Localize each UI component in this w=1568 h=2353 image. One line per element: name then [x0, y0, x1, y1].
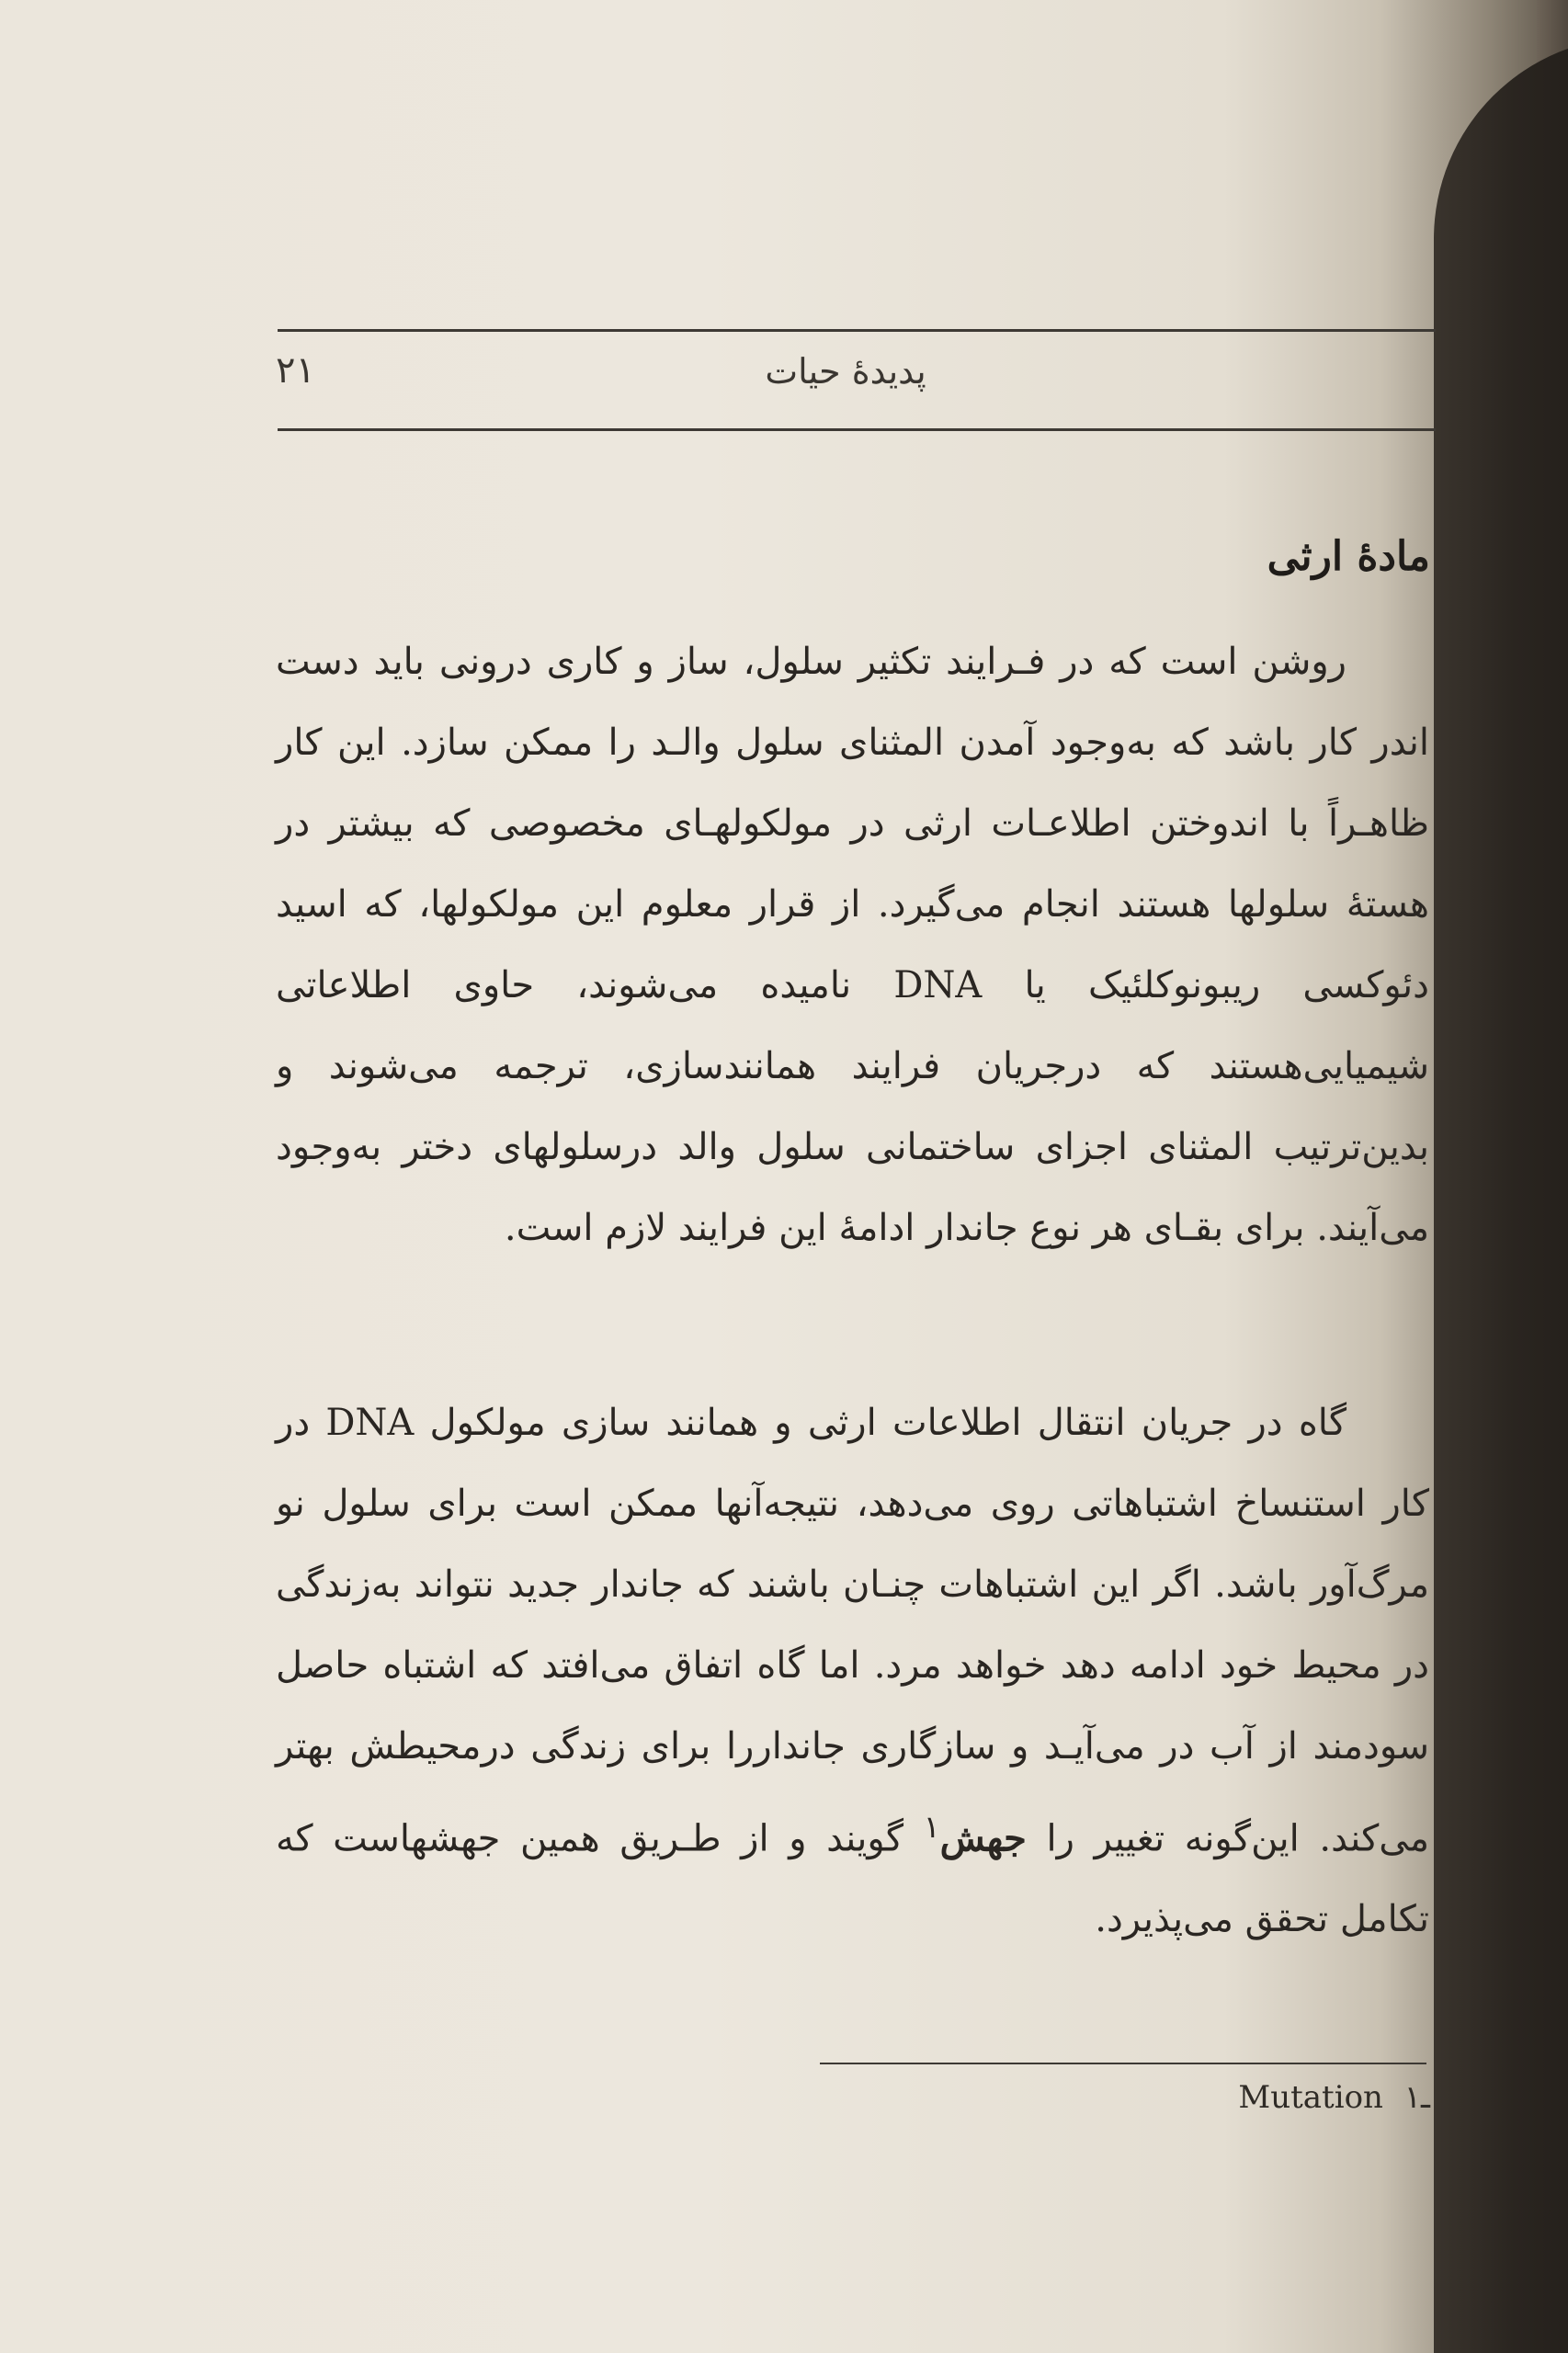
paragraph-2-text [276, 1382, 1429, 1960]
next-page-shadow [1434, 37, 1568, 2353]
footnote-marker: ۱ [923, 1809, 940, 1845]
footnote [1238, 2079, 1430, 2116]
paragraph-1-text: روشن است که در فـرایند تکثیر سلول، ساز و کاری درونی باید دست اندر کار باشد که به‌وجود آمدن المثنای سلول والـد را ممکن سازد. این کار ظاهـراً با اندوختن اطلاعـات ارثی در مولکولهـای مخصوصی که بیشتر در هستهٔ سلولها هستند انجام می‌گیرد. از قرار معلوم این مولکولها، که اسید دئوکسی ریبونوکلئیک یا DNA نامیده می‌شوند، حاوی اطلاعاتی شیمیایی‌هستند که درجریان فرایند همانند‌سازی، ترجمه می‌شوند و بدین‌ترتیب المثنای اجزای ساختمانی سلول والد درسلولهای دختر به‌وجود می‌آیند. برای بقـای هر نوع جاندار ادامهٔ این فرایند لازم است. [276, 641, 1429, 1249]
paragraph-2-text-start: گاه در جریان انتقال اطلاعات ارثی و همانند سازی مولکول DNA در کار استنساخ اشتباهاتی روی می‌دهد، نتیجه‌آنها ممکن است برای سلول نو مرگ‌آور باشد. اگر این اشتباهات چنـان باشند که جاندار جدید نتواند به‌زندگی در محیط خود ادامه دهد خواهد مرد. اما گاه اتفاق می‌افتد که اشتباه حاصل سودمند از آب در می‌آیـد و سازگاری جانداررا برای زندگی درمحیطش بهتر می‌کند. این‌گونه تغییر را [276, 1402, 1430, 1860]
section-heading: مادهٔ ارثی [1267, 533, 1430, 580]
page-number: ۲۱ [276, 349, 315, 392]
footnote-number: ۱ـ [1403, 2079, 1430, 2116]
paragraph-2 [276, 1382, 1429, 1960]
header-bottom-rule [278, 428, 1436, 431]
paragraph-2-text-end: گویند و از طـریق همین جهشهاست که تکامل تحقق می‌پذیرد. [276, 1817, 1429, 1941]
footnote-text: Mutation [1238, 2079, 1383, 2116]
paragraph-1 [276, 621, 1429, 1268]
header-top-rule [278, 329, 1436, 332]
footnote-rule [820, 2063, 1426, 2064]
term-mutation: جهش [939, 1816, 1027, 1860]
running-header-title: پدیدهٔ حیات [765, 351, 926, 392]
